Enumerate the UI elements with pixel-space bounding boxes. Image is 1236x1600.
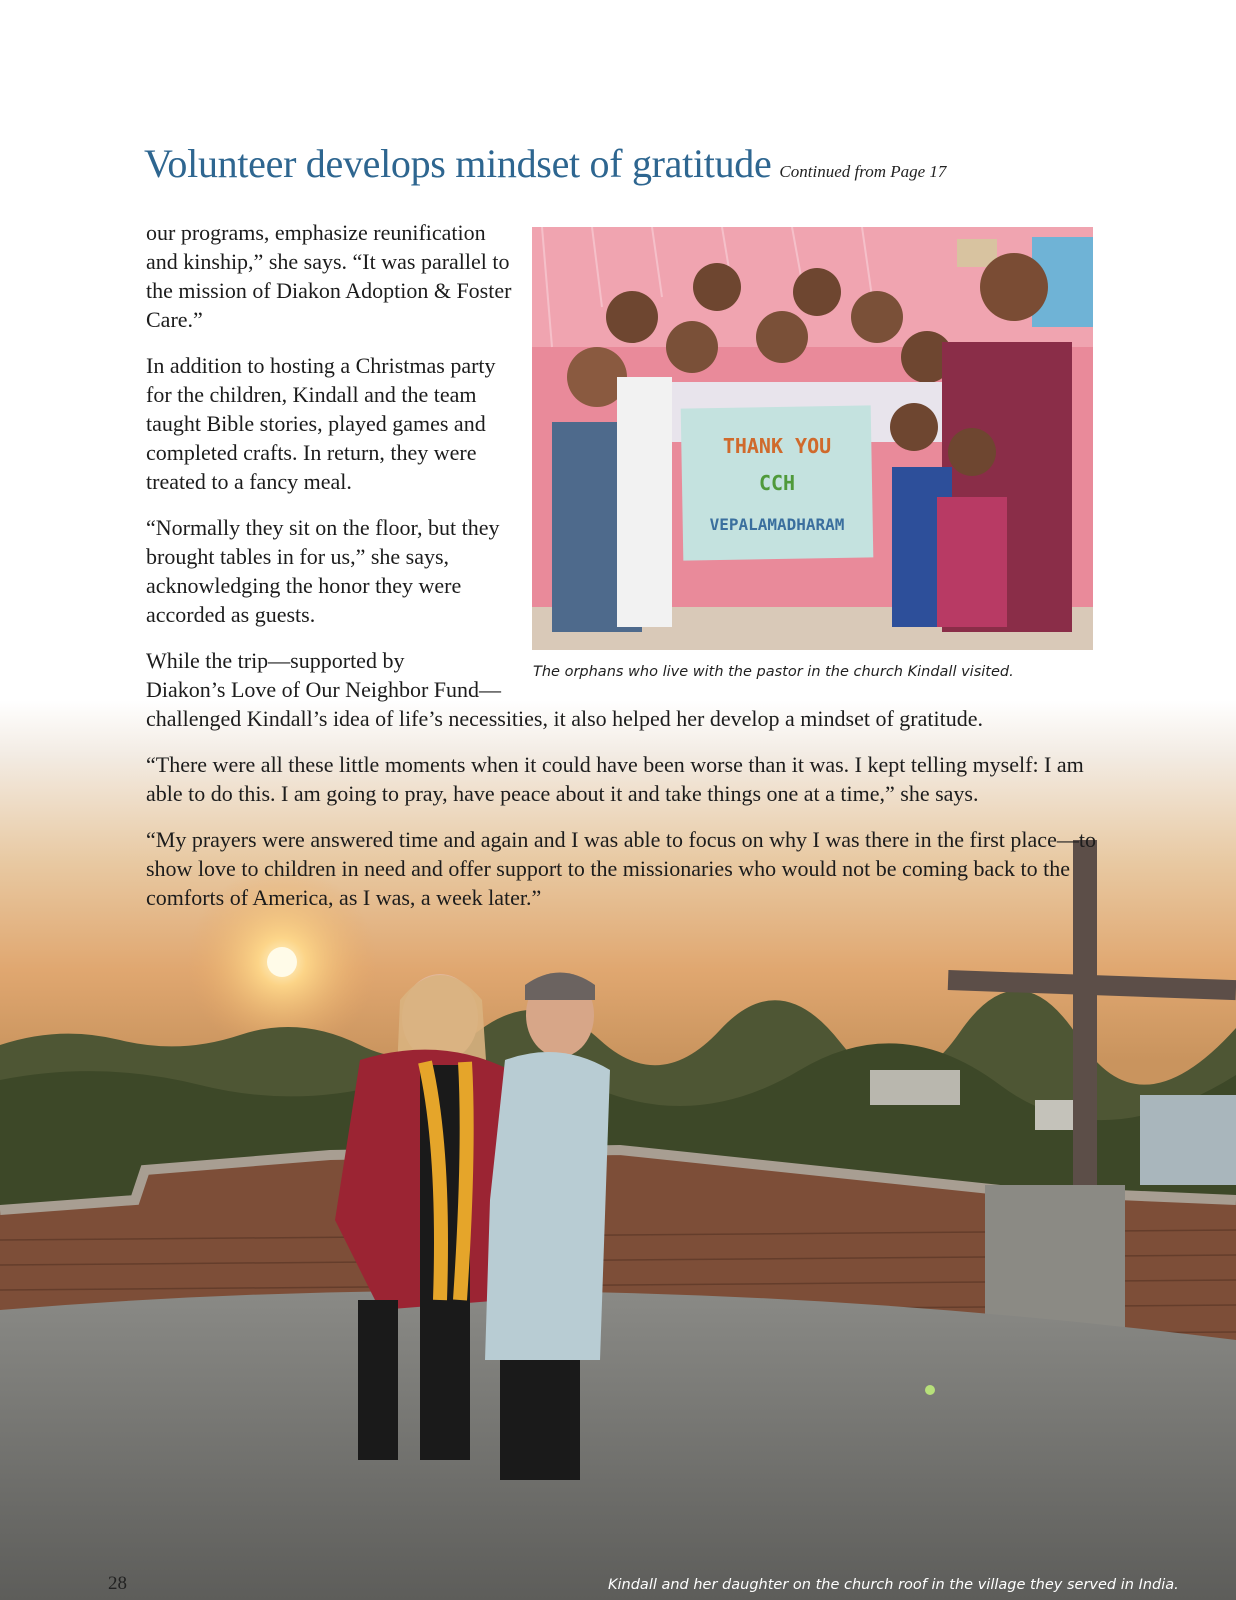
orphans-photo — [532, 227, 1093, 650]
page-number: 28 — [108, 1573, 127, 1594]
building — [1140, 1095, 1236, 1185]
article-wide-text — [146, 646, 1106, 929]
orphans-photo-illustration — [532, 227, 1093, 650]
article-column-text — [146, 218, 516, 646]
orphans-photo-caption: The orphans who live with the pastor in the church Kindall visited. — [533, 664, 1014, 680]
paragraph: In addition to hosting a Christmas party for the children, Kindall and the team taught Bible stories, played games and completed crafts. In return, they were treated to a fancy meal. — [146, 353, 496, 494]
paragraph-line: While the trip—supported by — [146, 648, 405, 673]
rooftop-floor — [0, 1291, 1236, 1600]
paragraph: “My prayers were answered time and again and I was able to focus on why I was there in the first place—to show love to children in need and offer support to the missionaries who would not be coming back to the comforts of America, as I was, a week later.” — [146, 827, 1096, 910]
thank-you-sign — [681, 405, 874, 560]
paragraph-line: Diakon’s Love of Our Neighbor Fund— — [146, 677, 502, 702]
paragraph: our programs, emphasize reunification and kinship,” she says. “It was parallel to the mission of Diakon Adoption & Foster Care.” — [146, 220, 512, 332]
paragraph: “There were all these little moments when it could have been worse than it was. I kept telling myself: I am able to do this. I am going to pray, have peace about it and take things one at a time,” she says. — [146, 752, 1084, 806]
article-headline — [144, 140, 1144, 187]
sun — [267, 947, 297, 977]
paragraph: “Normally they sit on the floor, but they brought tables in for us,” she says, acknowledging the honor they were accorded as guests. — [146, 515, 500, 627]
rooftop-photo-caption: Kindall and her daughter on the church roof in the village they served in India. — [608, 1577, 1179, 1593]
paragraph — [146, 646, 1106, 733]
sign-line-3: VEPALAMADHARAM — [709, 515, 845, 534]
sign-line-1: THANK YOU — [722, 434, 832, 458]
continued-from-note: Continued from Page 17 — [779, 162, 947, 181]
building — [870, 1070, 960, 1105]
sign-line-2: CCH — [758, 471, 796, 495]
article-title: Volunteer develops mindset of gratitude — [144, 141, 772, 186]
paragraph-line: challenged Kindall’s idea of life’s necessities, it also helped her develop a mindset of gratitude. — [146, 706, 983, 731]
